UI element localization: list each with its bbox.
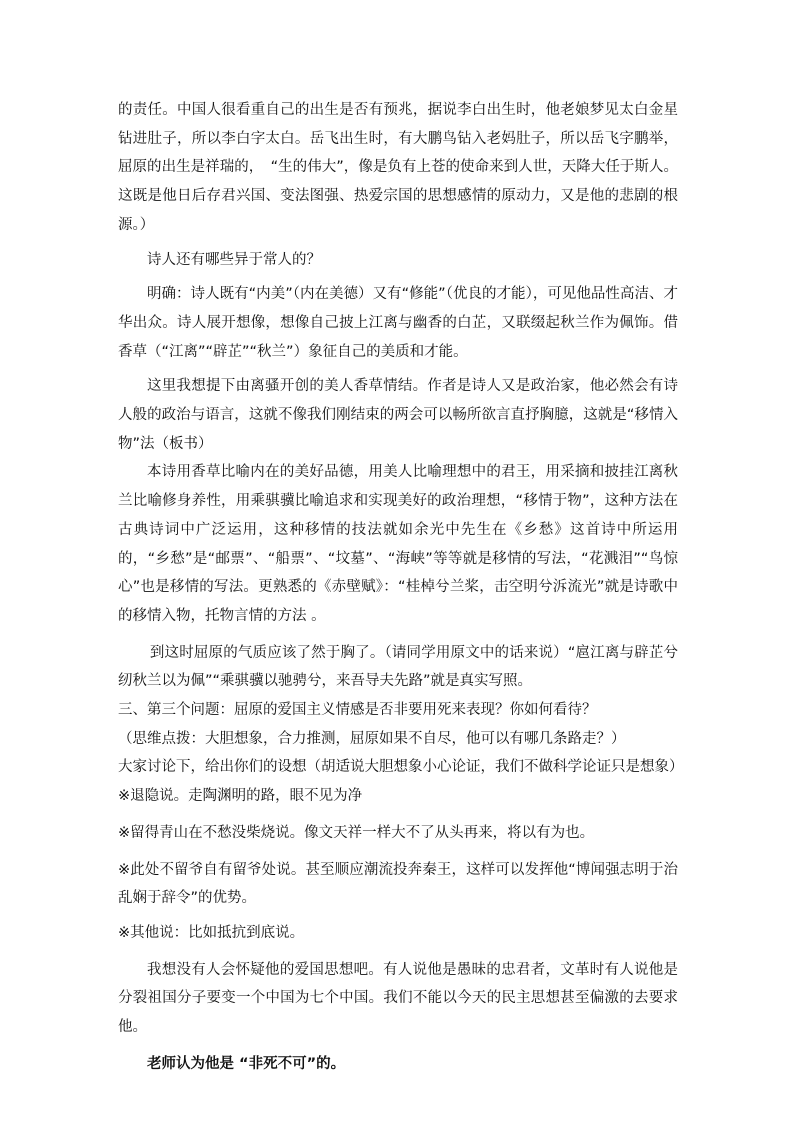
paragraph-answer-inner-beauty: 明确：诗人既有“内美”（内在美德）又有“修能”（优良的才能），可见他品性高洁、才华出众。诗人展开想像，想像自己披上江离与幽香的白芷，又联缀起秋兰作为佩饰。借香草（“江离”“辟芷”“秋兰”）象征自己的美质和才能。 [118, 286, 678, 360]
paragraph-temperament: 到这时屈原的气质应该了然于胸了。（请同学用原文中的话来说）“扈江离与辟芷兮纫秋兰以为佩”“乘骐骥以驰骋兮，来吾导夫先路”就是真实写照。 [118, 644, 678, 690]
list-item-other: ※其他说：比如抵抗到底说。 [118, 924, 305, 941]
list-item-defect: ※此处不留爷自有留爷处说。甚至顺应潮流投奔秦王，这样可以发挥他“博闻强志明于治乱娴于辞令”的优势。 [118, 861, 678, 907]
list-item-retire: ※退隐说。走陶渊明的路，眼不见为净 [118, 788, 363, 805]
paragraph-fragrant-grass: 这里我想提下由离骚开创的美人香草情结。作者是诗人又是政治家，他必然会有诗人般的政治与语言，这就不像我们刚结束的两会可以畅所欲言直抒胸臆，这就是“移情入物”法（板书） [118, 378, 678, 452]
paragraph-question-poet: 诗人还有哪些异于常人的？ [147, 251, 321, 268]
section-heading-third-question: 三、第三个问题：屈原的爱国主义情感是否非要用死来表现？你如何看待？ [118, 702, 597, 719]
paragraph-empathy-method: 本诗用香草比喻内在的美好品德，用美人比喻理想中的君王，用采摘和披挂江离秋兰比喻修身养性，用乘骐骥比喻追求和实现美好的政治理想，“移情于物”，这种方法在古典诗词中广泛运用，这种移情的技法就如余光中先生在《乡愁》这首诗中所运用的，“乡愁”是“邮票”、“船票”、“坟墓”、“海峡”等等就是移情的写法，“花溅泪”“鸟惊心”也是移情的写法。更熟悉的《赤壁赋》：“桂棹兮兰桨，击空明兮泝流光”就是诗歌中的移情入物，托物言情的方法 。 [118, 464, 678, 624]
paragraph-discussion: 大家讨论下，给出你们的设想（胡适说大胆想象小心论证，我们不做科学论证只是想象） [118, 759, 684, 776]
document-page [118, 96, 684, 1079]
paragraph-thinking-hint: （思维点拨：大胆想象，合力推测，屈原如果不自尽，他可以有哪几条路走？） [118, 730, 626, 747]
paragraph-teacher-conclusion: 老师认为他是 “非死不可”的。 [147, 1055, 346, 1072]
paragraph-birth-omen: 的责任。中国人很看重自己的出生是否有预兆，据说李白出生时，他老娘梦见太白金星钻进肚子，所以李白字太白。岳飞出生时，有大鹏鸟钻入老妈肚子，所以岳飞字鹏举，屈原的出生是祥瑞的， “生的伟大”，像是负有上苍的使命来到人世，天降大任于斯人。这既是他日后存君兴国、变法图强、热爱宗国的思想感情的原动力，又是他的悲剧的根源。） [118, 102, 678, 233]
list-item-comeback: ※留得青山在不愁没柴烧说。像文天祥一样大不了从头再来，将以有为也。 [118, 824, 595, 841]
paragraph-patriotism: 我想没有人会怀疑他的爱国思想吧。有人说他是愚昧的忠君者，文革时有人说他是分裂祖国分子要变一个中国为七个中国。我们不能以今天的民主思想甚至偏激的去要求他。 [118, 961, 678, 1036]
